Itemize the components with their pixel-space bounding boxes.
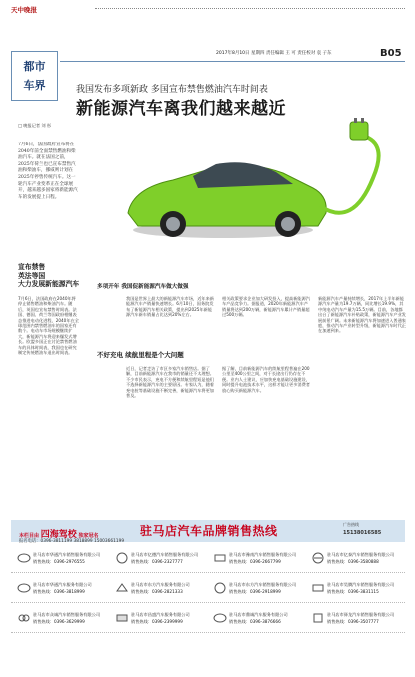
dealer-cell: [11, 604, 109, 632]
dealer-cell: [207, 604, 305, 632]
dealer-tel: 销售热线：0396-3831115: [327, 589, 379, 594]
dealer-cell: [109, 574, 207, 602]
column-5-text: 近日，记者走访了市区多家汽车销售店。据了解，目前新能源汽车在我市的销量还不太理想。不少市民表示，充电不方便和续航里程短是他们不选择新能源汽车的主要原因。专家认为，随着充电桩等基础设施不断完善，新能源汽车将更加普及。: [126, 366, 214, 399]
dealer-logo-icon: [213, 611, 227, 625]
dealer-cell: [207, 574, 305, 602]
dealer-tel: 销售热线：0396-2327777: [131, 559, 183, 564]
dealer-name: 驻马店市东方汽车服务有限公司: [131, 582, 190, 587]
dealer-logo-icon: [311, 581, 325, 595]
dealer-tel: 销售热线：0396-2918999: [229, 589, 281, 594]
lead-paragraph: 7月6日，法国政府宣布将在2040年前全面禁售燃油和柴油汽车。就在法国之前，2025年荷兰也已宣布禁售汽油和柴油车，挪威则计划在2025年停售传统汽车。这一轮汽车产业变革正在全球展开，越来越多国家将新能源汽车的发展提上日程。: [18, 142, 78, 200]
dealer-logo-icon: [213, 581, 227, 595]
dealer-cell: [305, 574, 403, 602]
article-subhead: 我国发布多项新政 多国宣布禁售燃油汽车时间表: [76, 85, 268, 95]
dealer-tel: 销售热线：0396-2976555: [33, 559, 85, 564]
header-info: 2017年8月10日 星期四 责任编辑 王 可 责任校对 袁 子东: [216, 51, 332, 56]
dealer-logo-icon: [17, 581, 31, 595]
dealer-name: 驻马店市昌盛汽车服务有限公司: [131, 612, 190, 617]
dealer-cell: [305, 604, 403, 632]
dealer-cell: [109, 604, 207, 632]
dealer-name: 驻马店市众诚汽车销售服务有限公司: [33, 612, 101, 617]
dealer-logo-icon: [115, 551, 129, 565]
section-label-line1: 都市: [23, 60, 46, 73]
page-code: B05: [380, 48, 402, 59]
ad-hotline-label: 广告热线: [343, 522, 359, 527]
article-headline: 新能源汽车离我们越来越近: [76, 99, 286, 119]
ad-main-title: 驻马店汽车品牌销售热线: [140, 524, 278, 538]
dealer-logo-icon: [213, 551, 227, 565]
left-column-text: 7月6日，法国政府在2040年将停止销售燃油和柴油汽车。随后，英国也宣布禁售时间表。法国、德国、荷兰等国政府相继表态推进电动化进程，2040年在全球范围内禁售燃油车的国家还有数个。电动车市场规模继续扩大，新能源汽车将迎来爆发式增长。欧盟多国正在讨论禁售燃油车的具体时间表，我国也在研究制定传统燃油车退出时间表。: [18, 296, 79, 356]
dealer-tel: 销售热线：0396-3876666: [229, 619, 281, 624]
dealer-cell: [305, 544, 403, 572]
dealer-tel: 销售热线：0396-3507777: [327, 619, 379, 624]
ad-sponsor-name: 四海驾校: [40, 530, 77, 540]
ad-sponsor-suffix: 独家冠名: [78, 533, 99, 539]
dealer-name: 驻马店市驿龙汽车销售服务有限公司: [327, 612, 395, 617]
left-section-title-3: 大力发展新能源汽车: [18, 280, 80, 288]
section-box: [11, 51, 58, 101]
dealer-row: [11, 544, 405, 573]
dealer-logo-icon: [311, 611, 325, 625]
column-3-text: 相关政策要求企业加大研发投入，提高新能源汽车产品竞争力。据报道，2020年新能源汽车产销量将达到200万辆，新能源汽车累计产销量超过500万辆。: [222, 296, 310, 318]
ad-hotline-number: 15138016585: [343, 530, 382, 536]
ev-car-illustration: [88, 118, 406, 258]
left-section-title-1: 宣布禁售: [18, 263, 46, 271]
dealer-tel: 销售热线：0396-2399999: [131, 619, 183, 624]
dealer-row: [11, 604, 405, 633]
subheading-policy: 多项开年 我国促新能源汽车做大做强: [97, 284, 189, 290]
dealer-name: 驻马店市东方汽车销售服务有限公司: [229, 582, 297, 587]
dealer-name: 驻马店市华通汽车服务有限公司: [33, 582, 92, 587]
ad-phone-line: 报名电话：0396-3811199 3818899 15003661199: [19, 539, 125, 544]
dealer-cell: [11, 574, 109, 602]
dealer-logo-icon: [311, 551, 325, 565]
dealer-tel: 销售热线：0396-3818999: [33, 589, 85, 594]
title-rule: [60, 61, 405, 62]
dealer-name: 驻马店市亿泰汽车销售服务有限公司: [327, 552, 395, 557]
dealer-cell: [207, 544, 305, 572]
newspaper-logo: 天中晚报: [11, 6, 37, 14]
left-section-title: [18, 263, 79, 289]
dealer-name: 驻马店市鼎诚汽车服务有限公司: [229, 612, 288, 617]
dealer-name: 驻马店市亿德汽车销售服务有限公司: [131, 552, 199, 557]
dealer-tel: 销售热线：0396-2821333: [131, 589, 183, 594]
dealer-cell: [109, 544, 207, 572]
dealer-name: 驻马店市华通汽车销售服务有限公司: [33, 552, 101, 557]
subheading-charging: 不好充电 续航里程是个大问题: [97, 351, 184, 359]
dealer-name: 驻马店市昊腾汽车销售服务有限公司: [327, 582, 395, 587]
dealer-logo-icon: [17, 551, 31, 565]
section-label-line2: 车界: [23, 79, 46, 92]
dealer-tel: 销售热线：0396-3580888: [327, 559, 379, 564]
column-6-text: 据了解，目前新能源汽车的续航里程普遍在200公里至400公里之间，对于长途出行仍存在不便。业内人士建议，应加快充电基础设施建设，同时提升电池技术水平，这样才能让更多消费者放心购买新能源汽车。: [222, 366, 310, 393]
ad-sponsor-prefix: 本栏目由: [19, 533, 40, 539]
left-section-title-2: 英法等国: [18, 271, 46, 280]
dealer-cell: [11, 544, 109, 572]
dealer-logo-icon: [115, 581, 129, 595]
byline: □ 晚报记者 刘 彤: [18, 123, 52, 128]
dealer-logo-icon: [17, 611, 31, 625]
dealer-row: [11, 574, 405, 603]
column-4-text: 新能源汽车产量持续增长，2017年上半年新能源汽车产量为19.7万辆，同比增长19.9%，其中纯电动汽车产量为15.5万辆。目前，各地都出台了新能源汽车补贴政策，新能源汽车产业发展前景广阔。未来新能源汽车将加速进入普通家庭，推动汽车产业转型升级，新能源汽车时代正在加速到来。: [318, 296, 406, 334]
dealer-name: 驻马店市豫南汽车销售服务有限公司: [229, 552, 297, 557]
dealer-logo-icon: [115, 611, 129, 625]
dealer-tel: 销售热线：0396-3629999: [33, 619, 85, 624]
column-2-text: 我国是世界上最大的新能源汽车市场，近年来新能源汽车产销量快速增长。6月10日，国务院发布了新能源汽车相关政策，提出到2025年新能源汽车新车销量占比达到20%左右。: [126, 296, 214, 318]
header-rule: [95, 8, 405, 9]
dealer-tel: 销售热线：0396-2667799: [229, 559, 281, 564]
